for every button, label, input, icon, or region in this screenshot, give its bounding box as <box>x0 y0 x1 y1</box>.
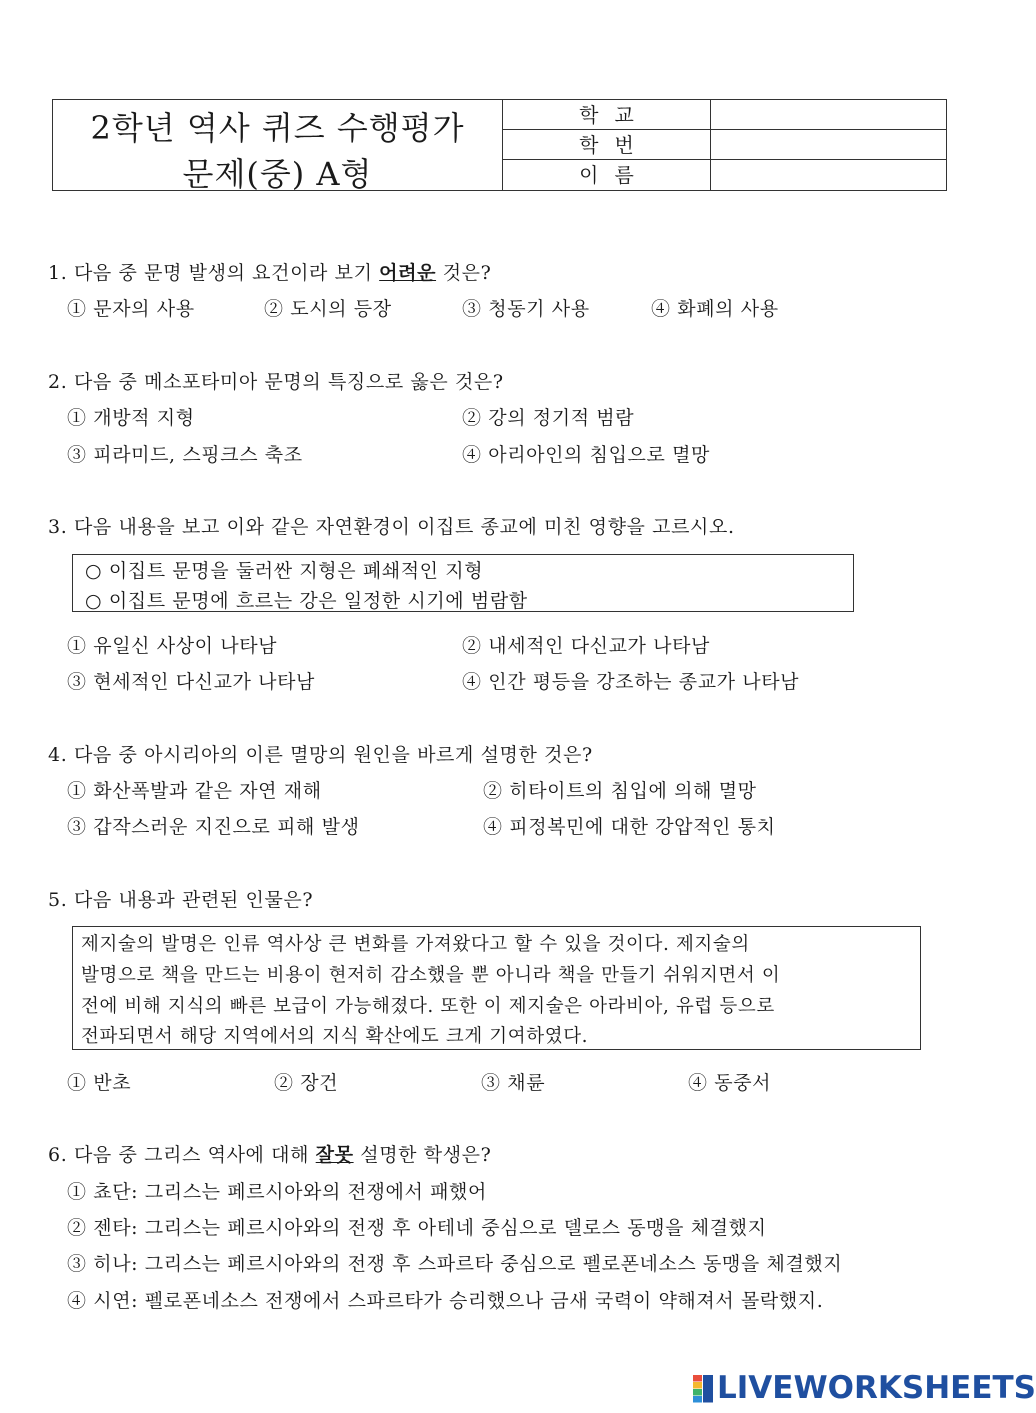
q1-option-3[interactable]: ③ 청동기 사용 <box>462 298 590 320</box>
question-text: 다음 중 그리스 역사에 대해 <box>73 1144 310 1166</box>
question-number: 1. <box>48 262 68 284</box>
question-text-end: 것은? <box>442 262 492 284</box>
question-number: 2. <box>48 371 68 393</box>
student-number-row <box>503 130 946 160</box>
question-number: 4. <box>48 744 68 766</box>
school-field[interactable] <box>711 100 946 129</box>
page-title: 2학년 역사 퀴즈 수행평가 <box>90 109 465 147</box>
question-number: 6. <box>48 1144 68 1166</box>
school-label: 학교 <box>503 100 711 129</box>
name-row <box>503 160 946 190</box>
q4-option-3[interactable]: ③ 갑작스러운 지진으로 피해 발생 <box>67 816 360 838</box>
q5-passage-line-1: 제지술의 발명은 인류 역사상 큰 변화를 가져왔다고 할 수 있을 것이다. 제지술의 <box>81 934 750 955</box>
question-number: 3. <box>48 516 68 538</box>
question-text-end: 설명한 학생은? <box>360 1144 492 1166</box>
q5-passage-line-4: 전파되면서 해당 지역에서의 지식 확산에도 크게 기여하였다. <box>81 1026 589 1047</box>
q5-option-3[interactable]: ③ 채륜 <box>481 1072 546 1094</box>
question-2 <box>48 367 504 394</box>
student-number-field[interactable] <box>711 130 946 159</box>
q2-option-2[interactable]: ② 강의 정기적 범람 <box>462 407 635 429</box>
q5-passage-box <box>72 926 921 1050</box>
q3-info-box <box>72 554 854 612</box>
question-text: 다음 내용과 관련된 인물은? <box>73 889 314 911</box>
student-number-label: 학번 <box>503 130 711 159</box>
question-text: 다음 중 메소포타미아 문명의 특징으로 옳은 것은? <box>73 371 504 393</box>
q3-box-line-1: ○ 이집트 문명을 둘러싼 지형은 폐쇄적인 지형 <box>85 560 484 582</box>
question-5 <box>48 885 313 912</box>
q1-option-1[interactable]: ① 문자의 사용 <box>67 298 195 320</box>
question-text: 다음 중 아시리아의 이른 멸망의 원인을 바르게 설명한 것은? <box>73 744 593 766</box>
q5-passage-line-3: 전에 비해 지식의 빠른 보급이 가능해졌다. 또한 이 제지술은 아라비아, 유럽 등으로 <box>81 996 775 1017</box>
q1-option-4[interactable]: ④ 화폐의 사용 <box>651 298 779 320</box>
question-emphasis: 어려운 <box>379 262 437 284</box>
name-field[interactable] <box>711 160 946 190</box>
q6-option-3[interactable]: ③ 히나: 그리스는 페르시아와의 전쟁 후 스파르타 중심으로 펠로폰네소스 동맹을 체결했지 <box>67 1253 843 1275</box>
question-text: 다음 중 문명 발생의 요건이라 보기 <box>73 262 373 284</box>
q1-option-2[interactable]: ② 도시의 등장 <box>264 298 392 320</box>
q2-option-1[interactable]: ① 개방적 지형 <box>67 407 195 429</box>
title-cell <box>53 100 503 193</box>
q5-option-4[interactable]: ④ 동중서 <box>688 1072 772 1094</box>
q5-passage-line-2: 발명으로 책을 만드는 비용이 현저히 감소했을 뿐 아니라 책을 만들기 쉬워지면서 이 <box>81 965 781 986</box>
question-emphasis: 잘못 <box>315 1144 354 1166</box>
q5-option-1[interactable]: ① 반초 <box>67 1072 132 1094</box>
name-label: 이름 <box>503 160 711 190</box>
liveworksheets-logo-icon <box>693 1375 713 1403</box>
question-number: 5. <box>48 889 68 911</box>
q5-option-2[interactable]: ② 장건 <box>274 1072 339 1094</box>
watermark-text: LIVEWORKSHEETS <box>717 1370 1036 1406</box>
question-text: 다음 내용을 보고 이와 같은 자연환경이 이집트 종교에 미친 영향을 고르시오. <box>73 516 735 538</box>
q2-option-3[interactable]: ③ 피라미드, 스핑크스 축조 <box>67 444 303 466</box>
question-6 <box>48 1140 491 1167</box>
q3-option-1[interactable]: ① 유일신 사상이 나타남 <box>67 635 278 657</box>
page-subtitle: 문제(중) A형 <box>182 155 373 193</box>
q4-option-4[interactable]: ④ 피정복민에 대한 강압적인 통치 <box>483 816 776 838</box>
header-table <box>52 99 947 191</box>
q6-option-1[interactable]: ① 쵸단: 그리스는 페르시아와의 전쟁에서 패했어 <box>67 1181 487 1203</box>
q6-option-4[interactable]: ④ 시연: 펠로폰네소스 전쟁에서 스파르타가 승리했으나 금새 국력이 약해져서 몰락했지. <box>67 1290 824 1312</box>
q6-option-2[interactable]: ② 젠타: 그리스는 페르시아와의 전쟁 후 아테네 중심으로 델로스 동맹을 체결했지 <box>67 1217 767 1239</box>
question-3 <box>48 512 735 539</box>
q3-option-4[interactable]: ④ 인간 평등을 강조하는 종교가 나타남 <box>462 671 800 693</box>
q4-option-1[interactable]: ① 화산폭발과 같은 자연 재해 <box>67 780 322 802</box>
q3-box-line-2: ○ 이집트 문명에 흐르는 강은 일정한 시기에 범람함 <box>85 590 528 612</box>
q3-option-3[interactable]: ③ 현세적인 다신교가 나타남 <box>67 671 316 693</box>
q4-option-2[interactable]: ② 히타이트의 침입에 의해 멸망 <box>483 780 757 802</box>
q2-option-4[interactable]: ④ 아리아인의 침입으로 멸망 <box>462 444 711 466</box>
question-1 <box>48 258 491 285</box>
q3-option-2[interactable]: ② 내세적인 다신교가 나타남 <box>462 635 711 657</box>
school-row <box>503 100 946 130</box>
question-4 <box>48 740 593 767</box>
